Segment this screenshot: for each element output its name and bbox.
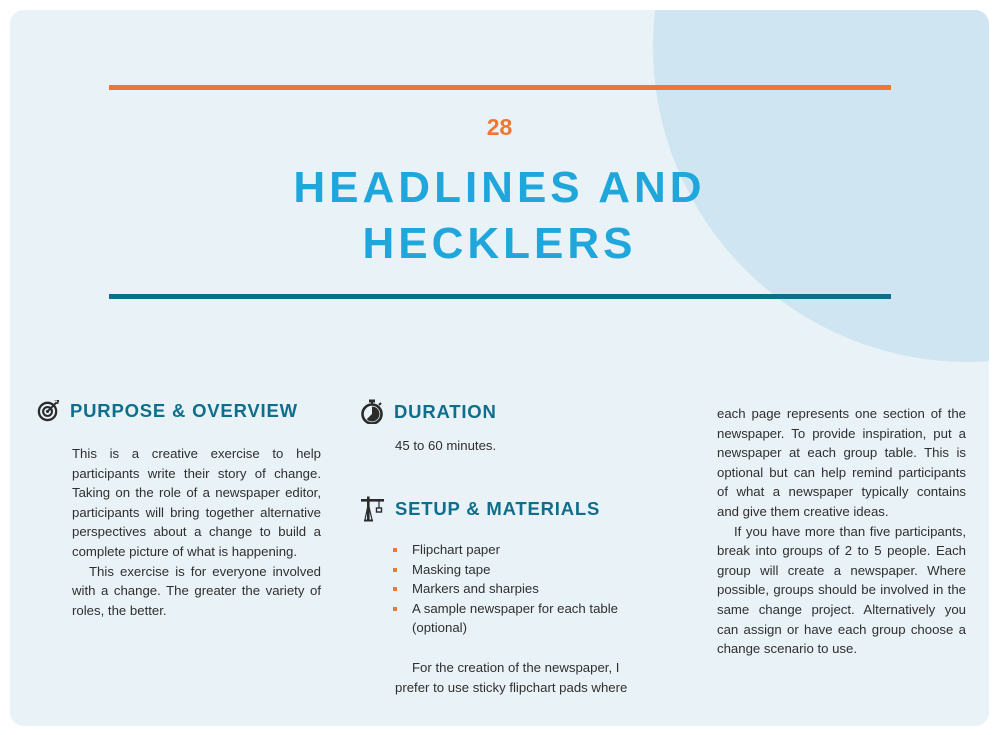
- setup-heading-label: SETUP & MATERIALS: [395, 498, 601, 519]
- setup-heading: [360, 496, 600, 522]
- duration-body: [395, 436, 645, 456]
- purpose-paragraph-1: This is a creative exercise to help participants write their story of change. Taking on the role of a newspaper editor, participants will bring together alternative perspectives about a change to build a complete picture of what is happening.: [72, 446, 321, 559]
- chapter-title-line-1: HEADLINES AND: [293, 163, 706, 212]
- target-icon: [37, 399, 60, 422]
- purpose-body: [72, 444, 321, 620]
- chapter-number: 28: [486, 114, 513, 140]
- setup-body: [395, 658, 643, 697]
- stopwatch-icon: [360, 399, 384, 424]
- duration-text: 45 to 60 minutes.: [395, 438, 497, 453]
- title-rule-bottom: [109, 294, 891, 299]
- column-3-body: [717, 404, 966, 659]
- purpose-heading-label: PURPOSE & OVERVIEW: [70, 399, 298, 421]
- chapter-title-line-2: HECKLERS: [362, 219, 637, 268]
- duration-heading-label: DURATION: [394, 400, 497, 422]
- title-rule-top: [109, 85, 891, 90]
- crane-icon: [360, 496, 385, 522]
- list-item: Masking tape: [393, 560, 643, 580]
- list-item: Flipchart paper: [393, 540, 643, 560]
- column-3-paragraph-1: each page represents one section of the newspaper. To provide inspiration, put a newspaper at each group table. This is optional but can help remind participants of what a newspaper typically contains and give them creative ideas.: [717, 406, 966, 519]
- setup-paragraph: For the creation of the newspaper, I prefer to use sticky flipchart pads where: [395, 660, 628, 695]
- purpose-paragraph-2: This exercise is for everyone involved with a change. The greater the variety of roles, the better.: [72, 563, 321, 618]
- column-3-paragraph-2: If you have more than five participants, break into groups of 2 to 5 people. Each group will create a newspaper. Where possible, groups should be involved in the same change project. Alternatively you can assign or have each group choose a change scenario to use.: [717, 523, 966, 657]
- duration-heading: [360, 399, 497, 424]
- list-item: A sample newspaper for each table (optional): [393, 599, 643, 638]
- chapter-title: [10, 160, 989, 272]
- materials-list: [393, 540, 643, 638]
- page-card: [10, 10, 989, 726]
- list-item: Markers and sharpies: [393, 579, 643, 599]
- purpose-heading: [37, 399, 298, 422]
